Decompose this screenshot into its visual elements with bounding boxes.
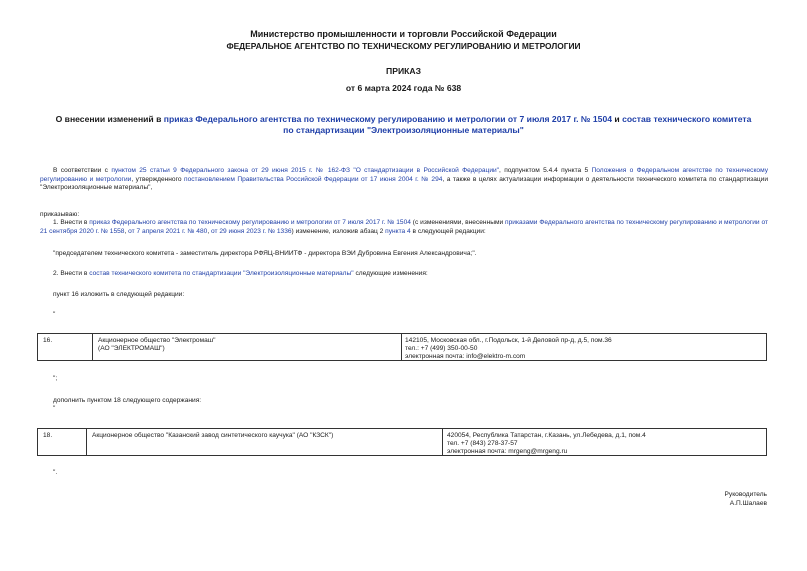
item1-amendment-link-3[interactable]: от 29 июня 2023 г. № 1336 (210, 227, 292, 235)
item1-text-2: (с изменениями, внесенными (410, 219, 506, 226)
orders-label: приказываю: (40, 211, 80, 218)
table1-number: 16. (43, 337, 53, 344)
table1-address: 142105, Московская обл., г.Подольск, 1-й Деловой пр-д, д.5, пом.36 (405, 337, 612, 344)
preamble-paragraph (40, 167, 768, 193)
item1-amendment-link-1[interactable]: приказами Федерального агентства по техническому регулированию и метрологии от 21 сентября 2020 г. № 1558 (40, 219, 768, 235)
agency-name: ФЕДЕРАЛЬНОЕ АГЕНТСТВО ПО ТЕХНИЧЕСКОМУ РЕГУЛИРОВАНИЮ И МЕТРОЛОГИИ (226, 41, 581, 51)
title-middle: и (612, 114, 623, 124)
item1-clause-link[interactable]: пункта 4 (385, 227, 411, 235)
item-2-sub-1: пункт 16 изложить в следующей редакции: (53, 291, 185, 298)
table-row (37, 333, 767, 361)
open-quote-2: " (53, 405, 56, 412)
item-2-paragraph (53, 270, 428, 279)
table2-phone: тел. +7 (843) 278-37-57 (447, 440, 518, 447)
close-quote-1: "; (53, 375, 58, 382)
ministry-name: Министерство промышленности и торговли Российской Федерации (250, 29, 557, 39)
item-1-paragraph (40, 219, 768, 236)
title-committee-name-link[interactable]: по стандартизации "Электроизоляционные материалы" (283, 125, 524, 135)
close-quote-2: ". (53, 469, 58, 476)
table2-address: 420054, Республика Татарстан, г.Казань, ул.Лебедева, д.1, пом.4 (447, 432, 646, 439)
quote-chairman: "председателем технического комитета - заместитель директора РФЯЦ-ВНИИТФ - директора ВЭИ Дубровина Евгения Александровича;". (53, 250, 477, 257)
item1-text-6: в следующей редакции: (410, 227, 486, 235)
document-date-number: от 6 марта 2024 года № 638 (345, 83, 462, 93)
item2-text-1: 2. Внести в (53, 270, 90, 277)
item1-text-5: ) изменение, изложив абзац 2 (291, 227, 386, 235)
document-title (0, 114, 807, 124)
table2-number: 18. (43, 432, 53, 439)
item1-text-3: , (124, 227, 129, 235)
signature-role: Руководитель (724, 491, 767, 498)
item2-text-2: следующие изменения: (353, 270, 428, 277)
item2-committee-link[interactable]: состав технического комитета по стандартизации "Электроизоляционные материалы" (89, 270, 354, 277)
preamble-text-2: , подпунктом 5.4.4 пункта 5 (499, 167, 592, 174)
item1-text-1: 1. Внести в (53, 219, 90, 226)
preamble-text-4: , а также в целях актуализации информации о деятельности технического комитета по стандартизации "Электроизоляционные материалы", (40, 175, 769, 192)
item1-amendment-link-2[interactable]: от 7 апреля 2021 г. № 480 (128, 227, 208, 235)
title-committee-link[interactable]: состав технического комитета (622, 114, 752, 124)
item1-text-4: , (207, 227, 211, 235)
table1-org-name: Акционерное общество "Электромаш" (98, 337, 216, 344)
table1-org-abbr: (АО "ЭЛЕКТРОМАШ") (98, 345, 165, 352)
title-order-link[interactable]: приказ Федерального агентства по техническому регулированию и метрологии от 7 июля 2017 г. № 1504 (163, 114, 613, 124)
open-quote-1: " (53, 311, 56, 318)
table1-phone: тел.: +7 (499) 350-00-50 (405, 345, 478, 352)
table-row (37, 428, 767, 456)
table1-email: электронная почта: info@elektro-m.com (405, 353, 526, 360)
item1-order-link[interactable]: приказ Федерального агентства по техническому регулированию и метрологии от 7 июля 2017 г. № 1504 (89, 219, 411, 226)
government-decree-link[interactable]: постановлением Правительства Российской Федерации от 17 июня 2004 г. № 294 (184, 175, 443, 183)
title-prefix: О внесении изменений в (55, 114, 164, 124)
table2-email: электронная почта: mrgeng@mrgeng.ru (447, 448, 568, 455)
item-2-sub-2: дополнить пунктом 18 следующего содержания: (53, 397, 202, 404)
document-type: ПРИКАЗ (386, 66, 421, 76)
preamble-text-3: , утвержденного (131, 175, 185, 183)
signature-name: А.П.Шалаев (729, 500, 767, 507)
preamble-text-1: В соответствии с (53, 167, 112, 174)
document-title-line2 (0, 125, 807, 135)
regulation-link[interactable]: Положения о Федеральном агентстве по техническому регулированию и метрологии (40, 167, 769, 183)
federal-law-link[interactable]: пунктом 25 статьи 9 Федерального закона от 29 июня 2015 г. № 162-ФЗ "О стандартизации в Российской Федерации" (111, 167, 500, 174)
table2-org-name: Акционерное общество "Казанский завод синтетического каучука" (АО "КЗСК") (92, 432, 334, 439)
